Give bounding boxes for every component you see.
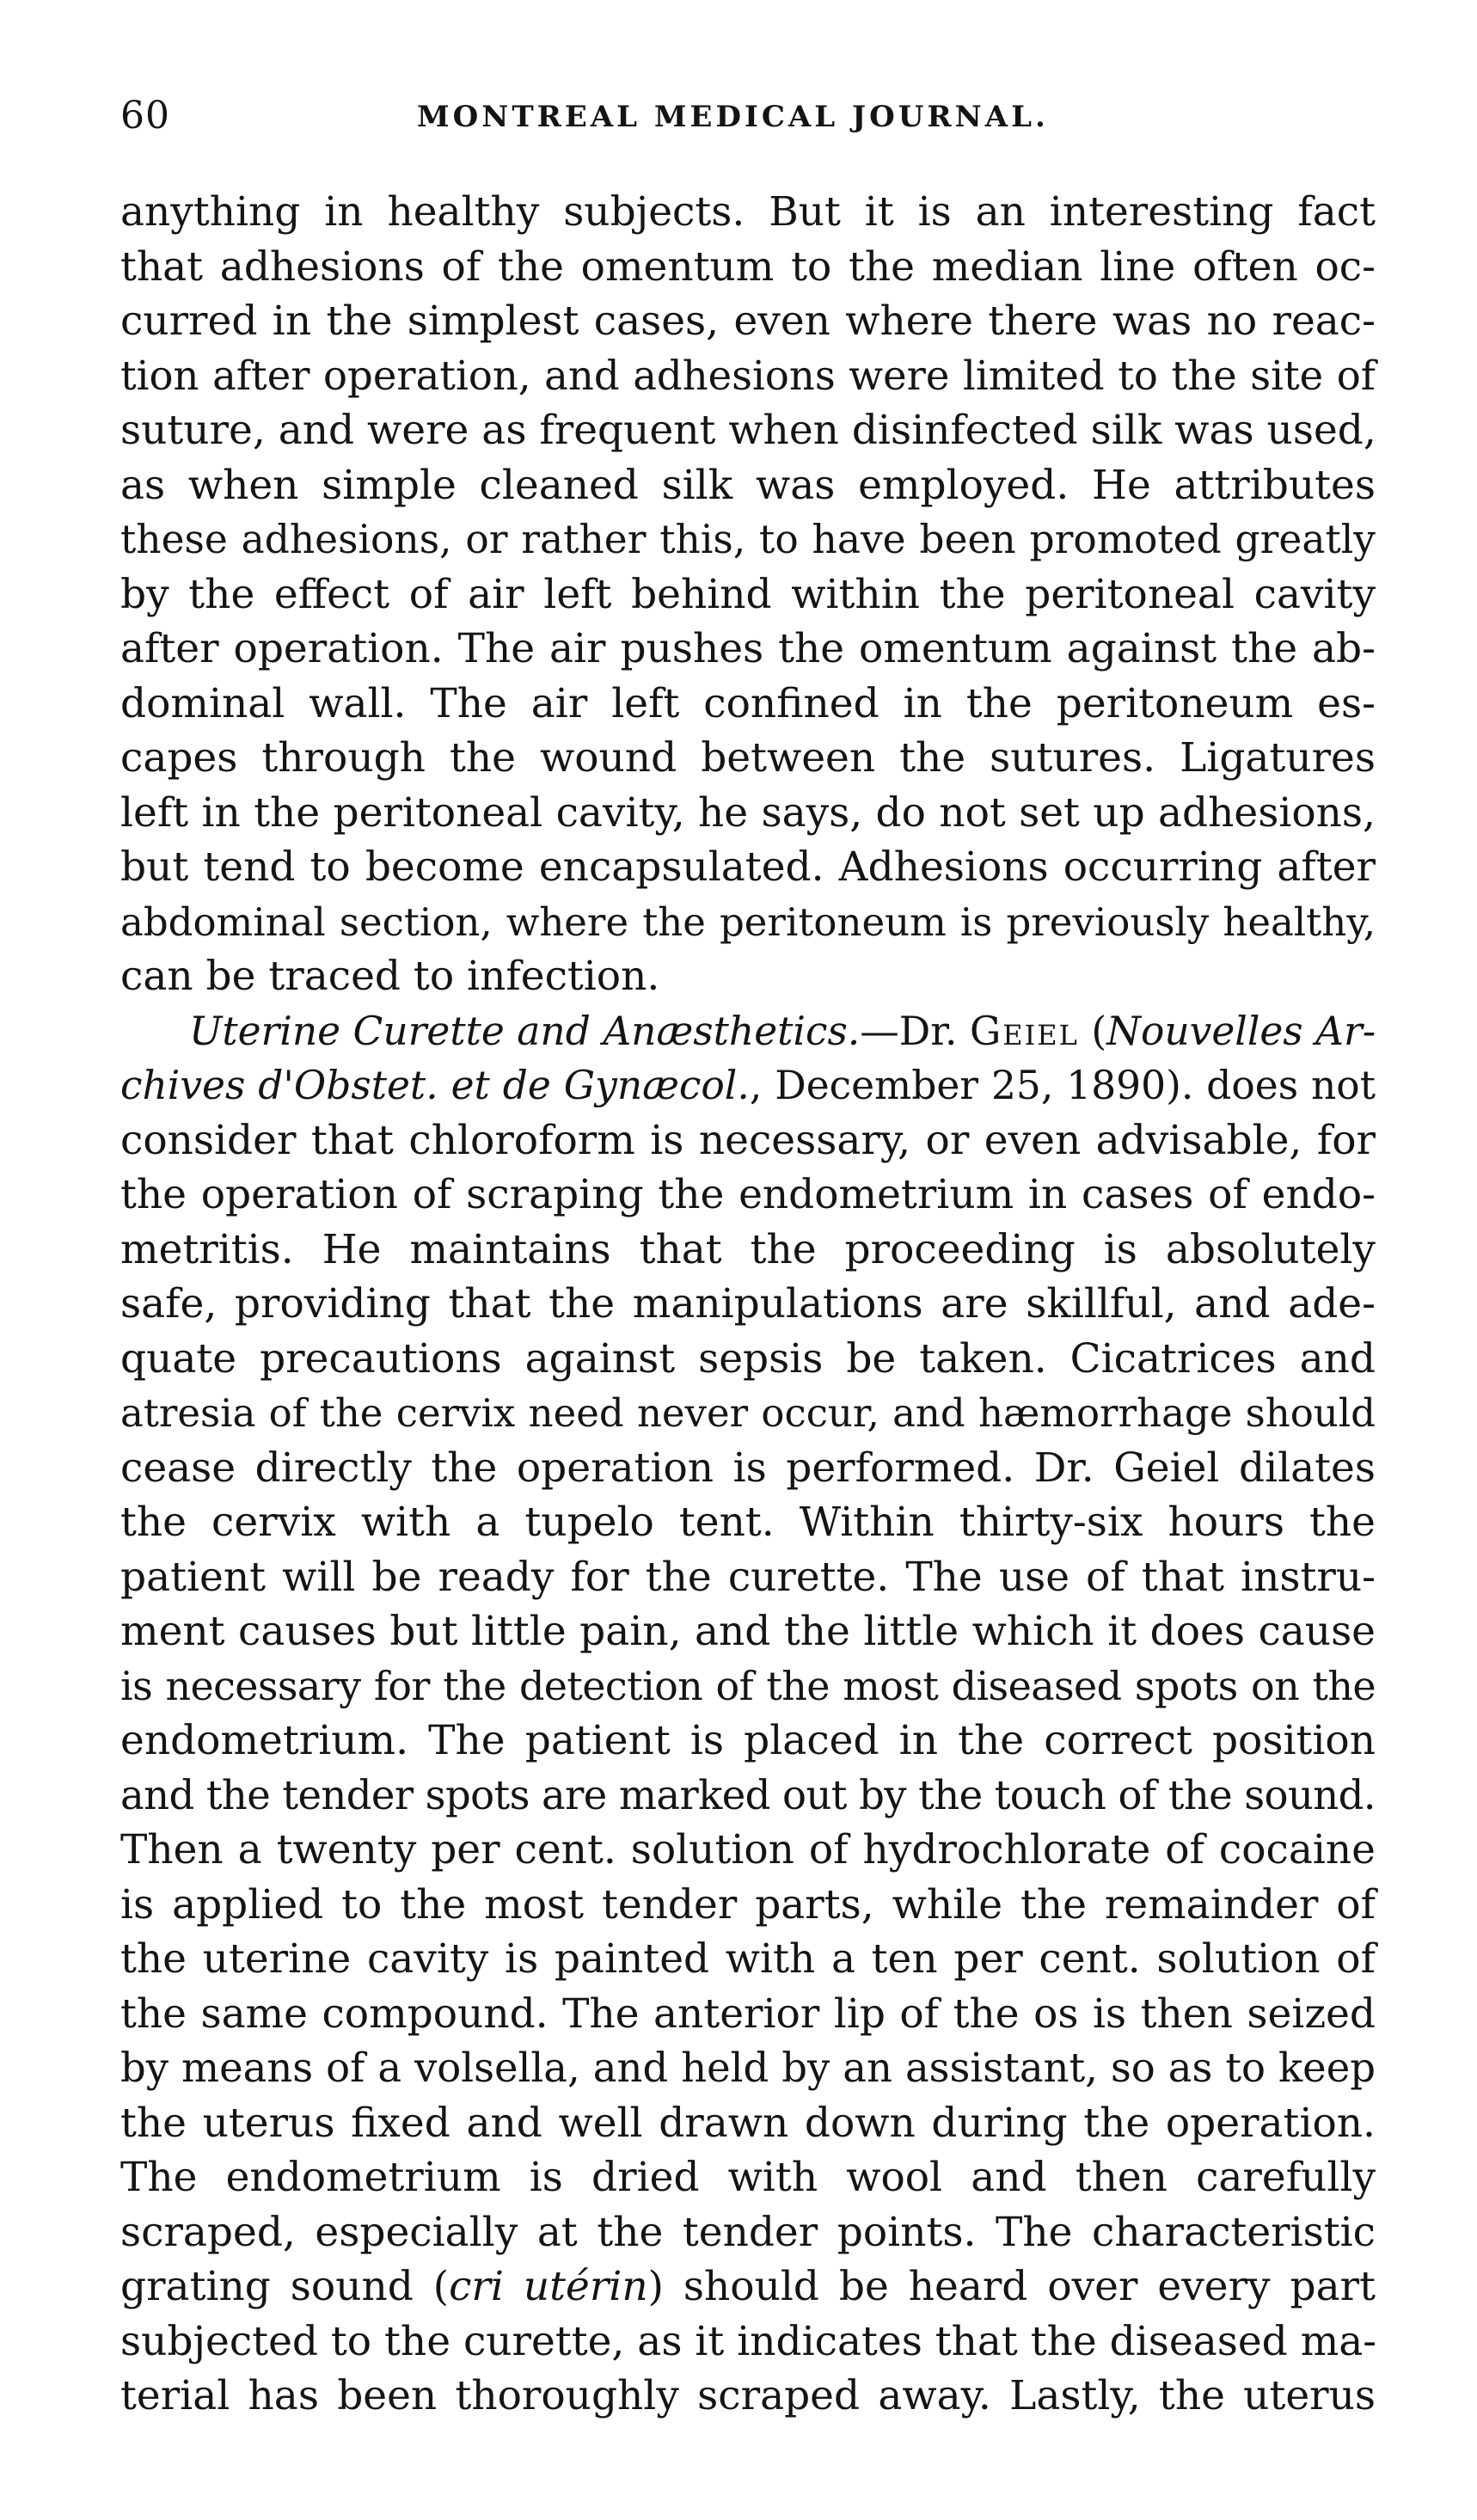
text-fragment: , December 25, 1890). does not (749, 1063, 1376, 1108)
text-line: anything in healthy subjects. But it is an interesting fact (120, 188, 1376, 236)
page-number: 60 (120, 94, 170, 138)
text-line: atresia of the cervix need never occur, and hæmorrhage should (120, 1390, 1376, 1436)
text-line: and the tender spots are marked out by the touch of the sound. (120, 1771, 1376, 1818)
text-line: Then a twenty per cent. solution of hydrochlorate of cocaine (120, 1826, 1376, 1873)
text-line-with-term (120, 2259, 1376, 2315)
text-fragment: ) should be heard over every part (647, 2263, 1376, 2310)
author-name: Geiel (969, 1008, 1079, 1054)
text-line: suture, and were as frequent when disinfected silk was used, (120, 407, 1376, 454)
text-line: the uterus fixed and well drawn down during the operation. (120, 2099, 1376, 2147)
text-line: the uterine cavity is painted with a ten per cent. solution of (120, 1935, 1376, 1983)
foreign-term: cri utérin (449, 2263, 648, 2310)
text-line: quate precautions against sepsis be taken. Cicatrices and (120, 1334, 1376, 1383)
text-line: the operation of scraping the endometrium in cases of endo- (120, 1171, 1376, 1218)
paragraph-adhesions (120, 185, 1376, 1004)
text-line: endometrium. The patient is placed in the correct position (120, 1717, 1376, 1764)
text-line: the cervix with a tupelo tent. Within thirty-six hours the (120, 1499, 1376, 1546)
text-line: safe, providing that the manipulations are skillful, and ade- (120, 1280, 1376, 1327)
text-line: these adhesions, or rather this, to have been promoted greatly (120, 517, 1376, 562)
page-header (120, 90, 1376, 142)
text-line: left in the peritoneal cavity, he says, do not set up adhesions, (120, 788, 1376, 837)
journal-title: Nouvelles Ar- (1106, 1008, 1376, 1054)
section-heading-line (120, 1004, 1376, 1059)
text-line: after operation. The air pushes the omentum against the ab- (120, 625, 1376, 672)
text-fragment: grating sound ( (120, 2263, 450, 2310)
text-line: is applied to the most tender parts, while the remainder of (120, 1880, 1376, 1928)
text-line: curred in the simplest cases, even where there was no reac- (120, 297, 1376, 345)
text-line: by the effect of air left behind within the peritoneal cavity (120, 570, 1376, 618)
section-title: Uterine Curette and Anæsthetics. (189, 1008, 861, 1054)
article-body (120, 185, 1376, 2424)
text-line: dominal wall. The air left confined in the peritoneum es- (120, 679, 1376, 727)
text-line: tion after operation, and adhesions were limited to the site of (120, 352, 1376, 399)
text-line: is necessary for the detection of the most diseased spots on the (120, 1662, 1376, 1709)
text-line: patient will be ready for the curette. The use of that instru- (120, 1553, 1376, 1601)
text-line: consider that chloroform is necessary, or even advisable, for (120, 1116, 1376, 1164)
text-line: the same compound. The anterior lip of the os is then seized (120, 1990, 1376, 2038)
text-line: by means of a volsella, and held by an assistant, so as to keep (120, 2045, 1376, 2091)
paragraph-uterine-curette (120, 1004, 1376, 2424)
text-line: capes through the wound between the sutures. Ligatures (120, 734, 1376, 782)
text-line: that adhesions of the omentum to the median line often oc- (120, 242, 1376, 291)
text-line: subjected to the curette, as it indicates that the diseased ma- (120, 2317, 1377, 2365)
text-line: ment causes but little pain, and the little which it does cause (120, 1608, 1376, 1655)
journal-title-continued: chives d'Obstet. et de Gynæcol. (120, 1063, 750, 1108)
text-line: as when simple cleaned silk was employed. He attributes (120, 461, 1376, 509)
text-fragment: ( (1078, 1008, 1107, 1054)
text-fragment: —Dr. (860, 1008, 970, 1054)
citation-line (120, 1058, 1376, 1113)
text-line: can be traced to infection. (120, 953, 660, 1000)
text-line: terial has been thoroughly scraped away. Lastly, the uterus (120, 2372, 1376, 2419)
text-line: but tend to become encapsulated. Adhesions occurring after (120, 843, 1376, 891)
text-line: The endometrium is dried with wool and then carefully (120, 2154, 1376, 2201)
text-line: abdominal section, where the peritoneum is previously healthy, (120, 898, 1376, 945)
text-line: cease directly the operation is performed. Dr. Geiel dilates (120, 1444, 1376, 1492)
running-head: MONTREAL MEDICAL JOURNAL. (417, 100, 1049, 134)
text-line: metritis. He maintains that the proceeding is absolutely (120, 1225, 1376, 1273)
text-line: scraped, especially at the tender points. The characteristic (120, 2208, 1376, 2256)
